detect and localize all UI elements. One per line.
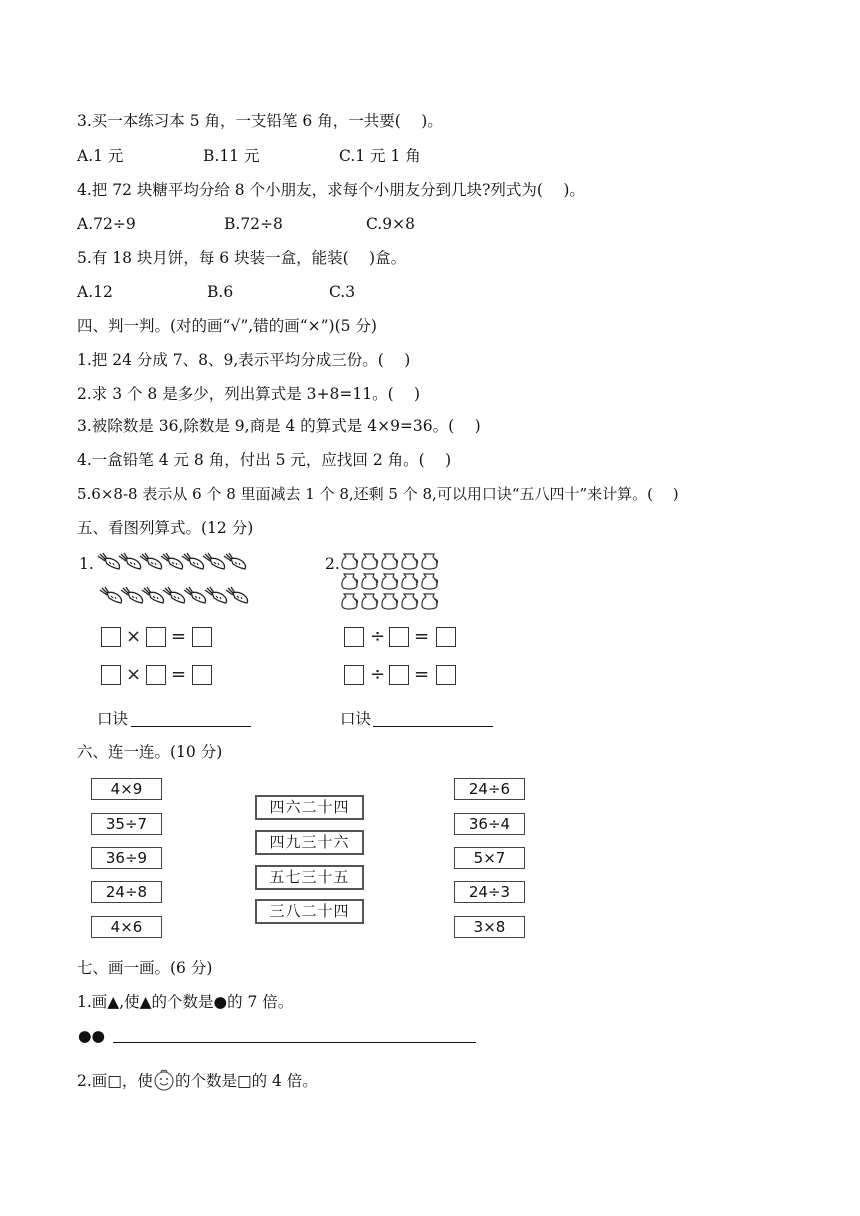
left-expression-box[interactable]: 4×9 [91, 778, 162, 800]
judge-item-1: 1.把 24 分成 7、8、9,表示平均分成三份。( ) [77, 351, 411, 369]
question-4-option-a: A.72÷9 [77, 215, 136, 233]
section-5-title: 五、看图列算式。(12 分) [77, 519, 254, 537]
answer-box[interactable] [436, 665, 456, 685]
equals-sign: = [414, 664, 430, 685]
left-expression-box[interactable]: 36÷9 [91, 847, 162, 869]
multiplication-rhyme-box[interactable]: 五七三十五 [255, 865, 364, 890]
left-expression-box[interactable]: 24÷8 [91, 881, 162, 903]
koujue-answer-line[interactable] [373, 725, 493, 727]
draw-item-1: 1.画▲,使▲的个数是●的 7 倍。 [77, 993, 294, 1011]
left-expression-box[interactable]: 4×6 [91, 916, 162, 938]
answer-box[interactable] [146, 665, 166, 685]
equals-sign: = [171, 626, 187, 647]
answer-box[interactable] [344, 665, 364, 685]
divide-sign: ÷ [370, 626, 386, 647]
answer-box[interactable] [389, 627, 409, 647]
picture-1-number: 1. [79, 555, 94, 573]
answer-box[interactable] [101, 665, 121, 685]
answer-box[interactable] [146, 627, 166, 647]
picture-2-number: 2. [325, 555, 340, 573]
koujue-label: 口诀 [97, 710, 129, 728]
question-4-option-b: B.72÷8 [224, 215, 283, 233]
judge-item-3: 3.被除数是 36,除数是 9,商是 4 的算式是 4×9=36。( ) [77, 417, 481, 435]
question-4-stem: 4.把 72 块糖平均分给 8 个小朋友，求每个小朋友分到几块?列式为( )。 [77, 181, 585, 199]
times-sign: × [126, 626, 142, 647]
section-7-title: 七、画一画。(6 分) [77, 959, 213, 977]
divide-sign: ÷ [370, 664, 386, 685]
answer-box[interactable] [192, 665, 212, 685]
judge-item-2: 2.求 3 个 8 是多少，列出算式是 3+8=11。( ) [77, 385, 421, 403]
multiplication-rhyme-box[interactable]: 四九三十六 [255, 830, 364, 855]
answer-box[interactable] [389, 665, 409, 685]
equals-sign: = [414, 626, 430, 647]
answer-box[interactable] [101, 627, 121, 647]
draw-item-2-suffix: 的个数是□的 4 倍。 [174, 1072, 318, 1090]
carrots-image [96, 551, 256, 613]
smiley-face-icon [153, 1068, 175, 1092]
judge-item-5: 5.6×8-8 表示从 6 个 8 里面减去 1 个 8,还剩 5 个 8,可以用口诀“五八四十”来计算。( ) [77, 485, 679, 503]
koujue-answer-line[interactable] [131, 725, 251, 727]
dots: ●● [78, 1027, 106, 1045]
judge-item-4: 4.一盒铅笔 4 元 8 角，付出 5 元，应找回 2 角。( ) [77, 451, 452, 469]
question-3-option-b: B.11 元 [203, 147, 260, 165]
answer-box[interactable] [344, 627, 364, 647]
multiplication-rhyme-box[interactable]: 三八二十四 [255, 899, 364, 924]
question-5-stem: 5.有 18 块月饼，每 6 块装一盒，能装( )盒。 [77, 249, 407, 267]
question-3-stem: 3.买一本练习本 5 角，一支铅笔 6 角，一共要( )。 [77, 112, 443, 130]
right-expression-box[interactable]: 24÷3 [454, 881, 525, 903]
answer-box[interactable] [192, 627, 212, 647]
section-6-title: 六、连一连。(10 分) [77, 743, 223, 761]
answer-box[interactable] [436, 627, 456, 647]
koujue-label: 口诀 [340, 710, 372, 728]
right-expression-box[interactable]: 3×8 [454, 916, 525, 938]
left-expression-box[interactable]: 35÷7 [91, 813, 162, 835]
right-expression-box[interactable]: 24÷6 [454, 778, 525, 800]
question-3-option-a: A.1 元 [77, 147, 124, 165]
drawing-line[interactable] [113, 1041, 476, 1043]
pitchers-image [340, 551, 444, 613]
question-5-option-c: C.3 [329, 283, 356, 301]
multiplication-rhyme-box[interactable]: 四六二十四 [255, 795, 364, 820]
right-expression-box[interactable]: 36÷4 [454, 813, 525, 835]
question-5-option-a: A.12 [77, 283, 113, 301]
equals-sign: = [171, 664, 187, 685]
question-5-option-b: B.6 [207, 283, 234, 301]
draw-item-2-prefix: 2.画□，使 [77, 1072, 153, 1090]
right-expression-box[interactable]: 5×7 [454, 847, 525, 869]
section-4-title: 四、判一判。(对的画“√”,错的画“×”)(5 分) [77, 317, 377, 335]
times-sign: × [126, 664, 142, 685]
question-3-option-c: C.1 元 1 角 [339, 147, 421, 165]
draw-item-2 [77, 1068, 318, 1092]
question-4-option-c: C.9×8 [366, 215, 415, 233]
